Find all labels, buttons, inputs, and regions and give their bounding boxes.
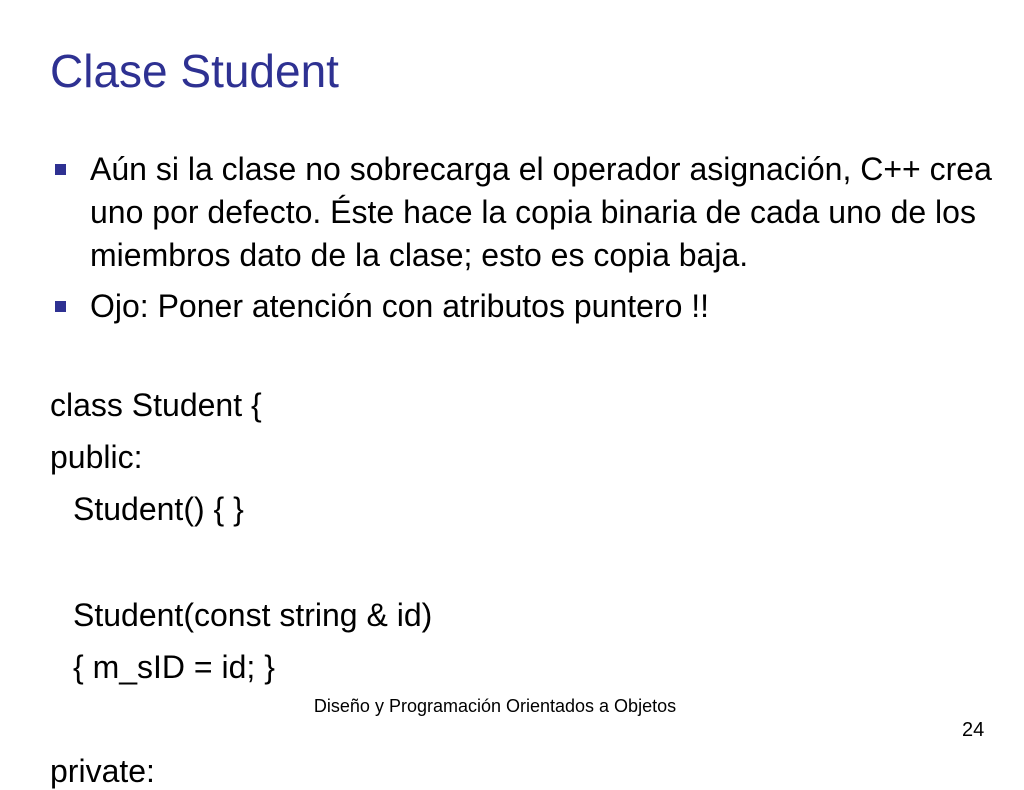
code-line: class Student { [50, 387, 262, 423]
square-bullet-icon [55, 164, 66, 175]
bullet-list [50, 148, 1010, 336]
code-line: public: [50, 439, 143, 475]
code-line: Student(const string & id) [73, 597, 433, 633]
bullet-item [50, 148, 1010, 277]
bullet-text: Aún si la clase no sobrecarga el operador asignación, C++ crea uno por defecto. Éste hace la copia binaria de cada uno de los miembros dato de la clase; esto es copia baja. [90, 151, 992, 273]
page-number: 24 [962, 719, 985, 741]
square-bullet-icon [55, 301, 66, 312]
bullet-item [50, 285, 1010, 328]
slide-title: Clase Student [50, 45, 339, 97]
code-line: { m_sID = id; } [73, 649, 275, 685]
bullet-text: Ojo: Poner atención con atributos puntero !! [90, 288, 710, 324]
footer-text: Diseño y Programación Orientados a Objetos [313, 696, 677, 716]
code-line: Student() { } [73, 491, 244, 527]
code-line: private: [50, 753, 155, 789]
